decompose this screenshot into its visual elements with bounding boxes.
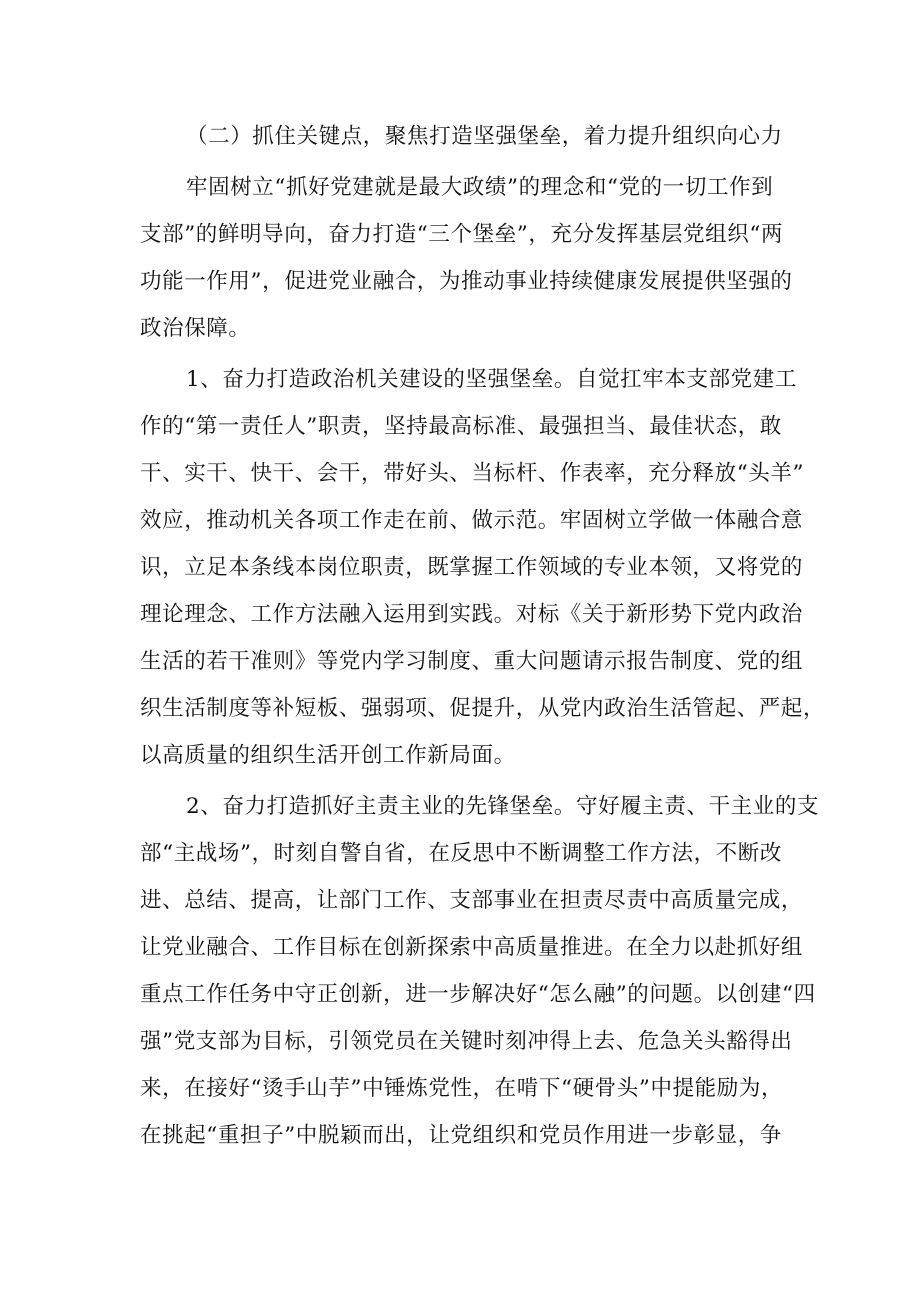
section-heading: （二）抓住关键点，聚焦打造坚强堡垒，着力提升组织向心力 — [186, 124, 783, 149]
item2-line: 2、奋力打造抓好主责主业的先锋堡垒。守好履主责、干主业的支 — [186, 794, 820, 819]
item2-line: 让党业融合、工作目标在创新探索中高质量推进。在全力以赴抓好组 — [140, 935, 804, 960]
item2-line: 在挑起“重担子”中脱颖而出，让党组织和党员作用进一步彰显，争 — [140, 1123, 782, 1148]
item2-line: 部“主战场”，时刻自警自省，在反思中不断调整工作方法，不断改 — [140, 841, 782, 866]
item2-line: 重点工作任务中守正创新，进一步解决好“怎么融”的问题。以创建“四 — [140, 982, 816, 1007]
item1-line: 生活的若干准则》等党内学习制度、重大问题请示报告制度、党的组 — [140, 649, 804, 674]
item1-line: 1、奋力打造政治机关建设的坚强堡垒。自觉扛牢本支部党建工 — [186, 367, 797, 392]
item1-line: 作的“第一责任人”职责，坚持最高标准、最强担当、最佳状态，敢 — [140, 414, 782, 439]
item1-line: 理论理念、工作方法融入运用到实践。对标《关于新形势下党内政治 — [140, 602, 804, 627]
item1-line: 识，立足本条线本岗位职责，既掌握工作领域的专业本领，又将党的 — [140, 555, 804, 580]
item2-line: 进、总结、提高，让部门工作、支部事业在担责尽责中高质量完成， — [140, 888, 804, 913]
item2-line: 来，在接好“烫手山芋”中锤炼党性，在啃下“硬骨头”中提能励为， — [140, 1076, 784, 1101]
item2-line: 强”党支部为目标，引领党员在关键时刻冲得上去、危急关头豁得出 — [140, 1029, 793, 1054]
item1-line: 效应，推动机关各项工作走在前、做示范。牢固树立学做一体融合意 — [140, 508, 804, 533]
item1-line: 织生活制度等补短板、强弱项、促提升，从党内政治生活管起、严起， — [140, 696, 826, 721]
item1-line: 以高质量的组织生活开创工作新局面。 — [140, 743, 516, 768]
item1-line: 干、实干、快干、会干，带好头、当标杆、作表率，充分释放“头羊” — [140, 461, 805, 486]
intro-line: 支部”的鲜明导向，奋力打造“三个堡垒”，充分发挥基层党组织“两 — [140, 222, 784, 247]
intro-line: 功能一作用”，促进党业融合，为推动事业持续健康发展提供坚强的 — [140, 269, 793, 294]
intro-line: 政治保障。 — [140, 316, 251, 341]
intro-line: 牢固树立“抓好党建就是最大政绩”的理念和“党的一切工作到 — [186, 175, 774, 200]
